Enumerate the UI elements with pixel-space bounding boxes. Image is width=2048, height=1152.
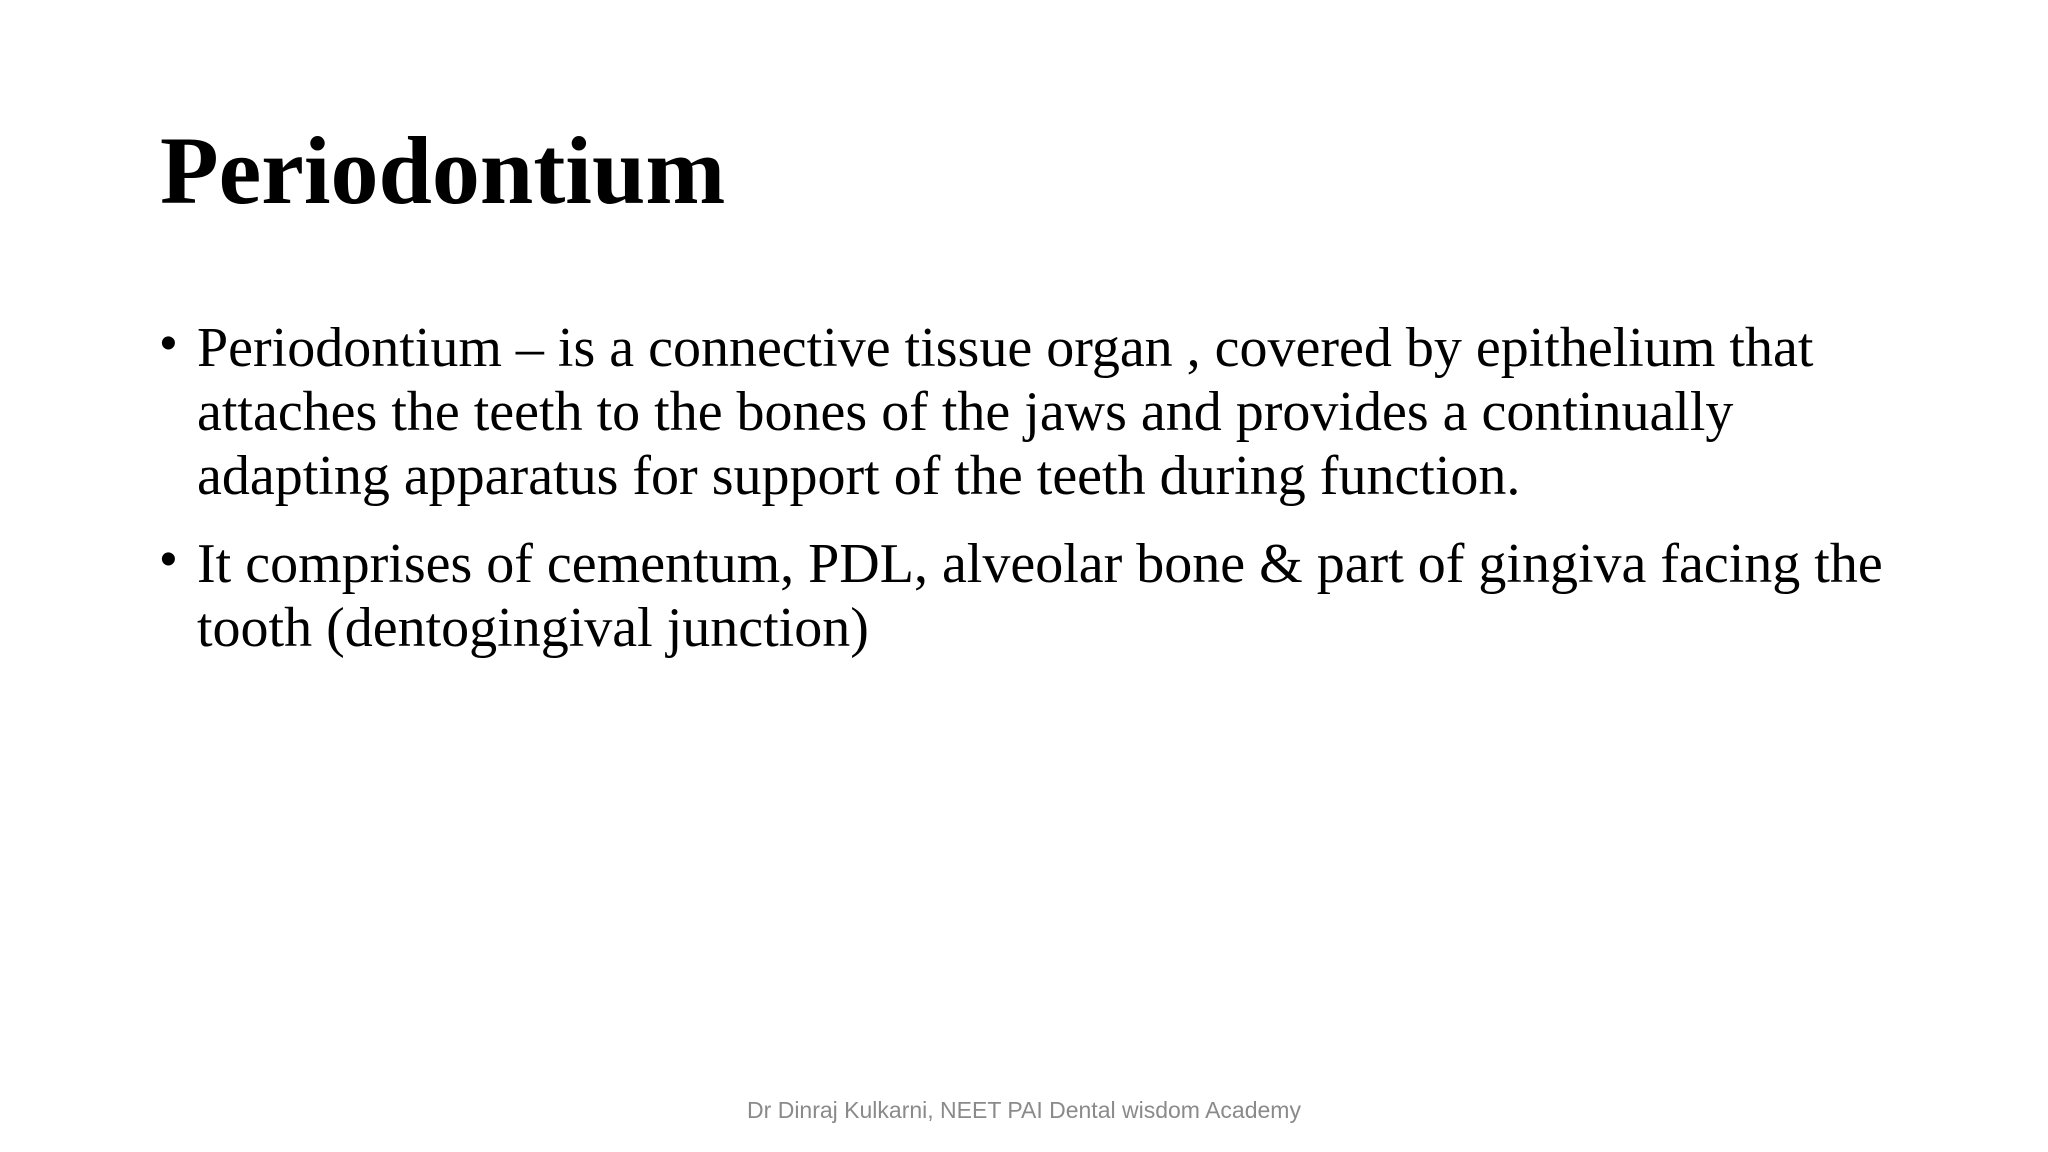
bullet-list [160, 316, 1920, 684]
bullet-text-components: It comprises of cementum, PDL, alveolar bone & part of gingiva facing the tooth (dentogingival junction) [197, 533, 1883, 659]
bullet-marker: • [160, 317, 177, 370]
slide-footer: Dr Dinraj Kulkarni, NEET PAI Dental wisdom Academy [747, 1097, 1301, 1123]
bullet-marker: • [160, 533, 177, 586]
bullet-item-components [160, 532, 1920, 660]
slide-title: Periodontium [160, 117, 726, 224]
bullet-item-definition [160, 316, 1920, 508]
bullet-text-definition: Periodontium – is a connective tissue organ , covered by epithelium that attaches the teeth to the bones of the jaws and provides a continually adapting apparatus for support of the teeth during function. [197, 317, 1814, 507]
